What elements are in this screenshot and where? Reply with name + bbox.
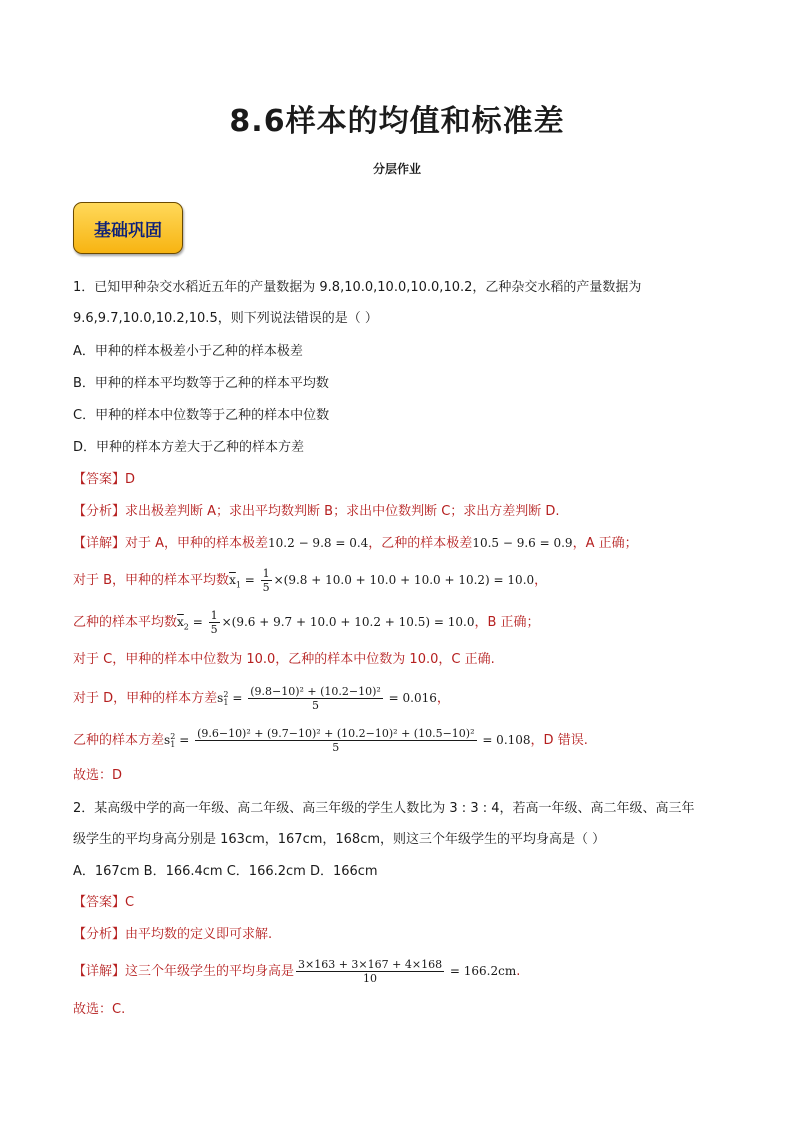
var-b-sup: 2 <box>170 732 176 741</box>
q2-stem-line1: 2．某高级中学的高一年级、高二年级、高三年级的学生人数比为 3 : 3 : 4，若高一年级、高二年级、高三年 <box>73 801 695 816</box>
q1-answer: 【答案】D <box>73 472 136 487</box>
q2-fraction <box>296 958 444 985</box>
page-title: 8.6样本的均值和标准差 <box>229 104 565 139</box>
q1-stem-line2: 9.6,9.7,10.0,10.2,10.5，则下列说法错误的是（ ） <box>73 311 378 326</box>
q1-detail-median: 对于 C，甲种的样本中位数为 10.0，乙种的样本中位数为 10.0，C 正确. <box>73 652 495 667</box>
q1-var-b-pre: 乙种的样本方差 <box>73 733 165 748</box>
q2-detail <box>73 956 520 987</box>
var-b-fraction <box>195 727 476 754</box>
q1-detail-mean-a <box>73 566 547 599</box>
section-badge: 基础巩固 <box>73 202 183 254</box>
q1-detail-range-pre: 【详解】对于 A，甲种的样本极差 <box>73 536 269 551</box>
q1-mean-a-formula <box>229 567 535 594</box>
q1-option-a: A．甲种的样本极差小于乙种的样本极差 <box>73 344 303 359</box>
q1-var-b-formula <box>164 727 531 754</box>
q2-detail-post: . <box>516 964 521 979</box>
var-a-sup: 2 <box>223 690 229 699</box>
mean-a-den: 5 <box>262 581 270 594</box>
q1-var-a-formula <box>217 685 437 712</box>
q1-detail-var-a <box>73 680 450 718</box>
var-a-fraction <box>248 685 383 712</box>
mean-b-post: ，B 正确； <box>474 615 540 630</box>
mean-b-expr: ×(9.6 + 9.7 + 10.0 + 10.2 + 10.5) = 10.0 <box>221 615 475 629</box>
q1-mean-a-pre: 对于 B，甲种的样本平均数 <box>73 573 230 588</box>
var-b-den: 5 <box>332 741 340 754</box>
q1-detail-range <box>73 534 638 553</box>
mean-a-post: ， <box>534 573 548 588</box>
q2-analysis: 【分析】由平均数的定义即可求解. <box>73 927 273 942</box>
var-b-sub: 1 <box>170 740 176 750</box>
q2-den: 10 <box>363 972 378 985</box>
var-b-result: = 0.108 <box>478 733 531 747</box>
q1-detail-range-mid: ，乙种的样本极差 <box>368 536 473 551</box>
q2-choice: 故选：C. <box>73 1002 126 1017</box>
mean-b-fraction <box>209 609 220 636</box>
var-a-post: ， <box>436 691 450 706</box>
mean-var-x2: $\overline{x}$ <box>177 615 184 629</box>
mean-a-fraction <box>261 567 272 594</box>
var-b-post: ，D 错误. <box>530 733 588 748</box>
q1-mean-b-formula <box>177 609 475 636</box>
mean-b-num: 1 <box>210 609 218 622</box>
q1-detail-mean-b <box>73 608 540 641</box>
var-a-result: = 0.016 <box>384 691 437 705</box>
q1-detail-var-b <box>73 722 588 760</box>
mean-b-den: 5 <box>210 623 218 636</box>
var-a-eq: = <box>228 691 247 705</box>
q1-detail-range-post: ，A 正确； <box>572 536 638 551</box>
q2-answer: 【答案】C <box>73 895 135 910</box>
q1-option-b: B．甲种的样本平均数等于乙种的样本平均数 <box>73 376 329 391</box>
q2-detail-formula <box>294 958 517 985</box>
mean-var-x2-sub: 2 <box>183 622 189 632</box>
var-b-eq: = <box>175 733 194 747</box>
mean-var-x1-sub: 1 <box>235 580 241 590</box>
var-a-num: (9.8−10)² + (10.2−10)² <box>250 685 381 698</box>
q2-num: 3×163 + 3×167 + 4×168 <box>298 958 443 971</box>
var-a-den: 5 <box>312 699 319 712</box>
q1-range-expr-b: 10.5 − 9.6 = 0.9 <box>472 536 573 550</box>
mean-b-eq: = <box>188 615 207 629</box>
q2-options: A．167cm B．166.4cm C．166.2cm D．166cm <box>73 864 378 879</box>
page-subtitle: 分层作业 <box>372 162 421 176</box>
var-a-sub: 1 <box>223 698 229 708</box>
q2-detail-pre: 【详解】这三个年级学生的平均身高是 <box>73 964 295 979</box>
q2-result: = 166.2cm <box>446 964 517 978</box>
q1-range-expr-a: 10.2 − 9.8 = 0.4 <box>268 536 369 550</box>
q1-option-d: D．甲种的样本方差大于乙种的样本方差 <box>73 440 305 455</box>
mean-a-eq: = <box>240 573 259 587</box>
q1-mean-b-pre: 乙种的样本平均数 <box>73 615 178 630</box>
q1-choice: 故选：D <box>73 768 123 783</box>
q1-analysis: 【分析】求出极差判断 A；求出平均数判断 B；求出中位数判断 C；求出方差判断 D. <box>73 504 560 519</box>
q1-option-c: C．甲种的样本中位数等于乙种的样本中位数 <box>73 408 330 423</box>
mean-a-expr: ×(9.8 + 10.0 + 10.0 + 10.0 + 10.2) = 10.0 <box>273 573 535 587</box>
q1-stem-line1: 1．已知甲种杂交水稻近五年的产量数据为 9.8,10.0,10.0,10.0,10.2，乙种杂交水稻的产量数据为 <box>73 280 642 295</box>
q2-stem-line2: 级学生的平均身高分别是 163cm，167cm，168cm，则这三个年级学生的平均身高是（ ） <box>73 832 606 847</box>
var-b-s: s <box>164 733 171 747</box>
var-a-s: s <box>217 691 224 705</box>
var-b-num: (9.6−10)² + (9.7−10)² + (10.2−10)² + (10.5−10)² <box>197 727 475 740</box>
mean-var-x1: $\overline{x}$ <box>229 573 236 587</box>
mean-a-num: 1 <box>262 567 270 580</box>
q1-var-a-pre: 对于 D，甲种的样本方差 <box>73 691 218 706</box>
